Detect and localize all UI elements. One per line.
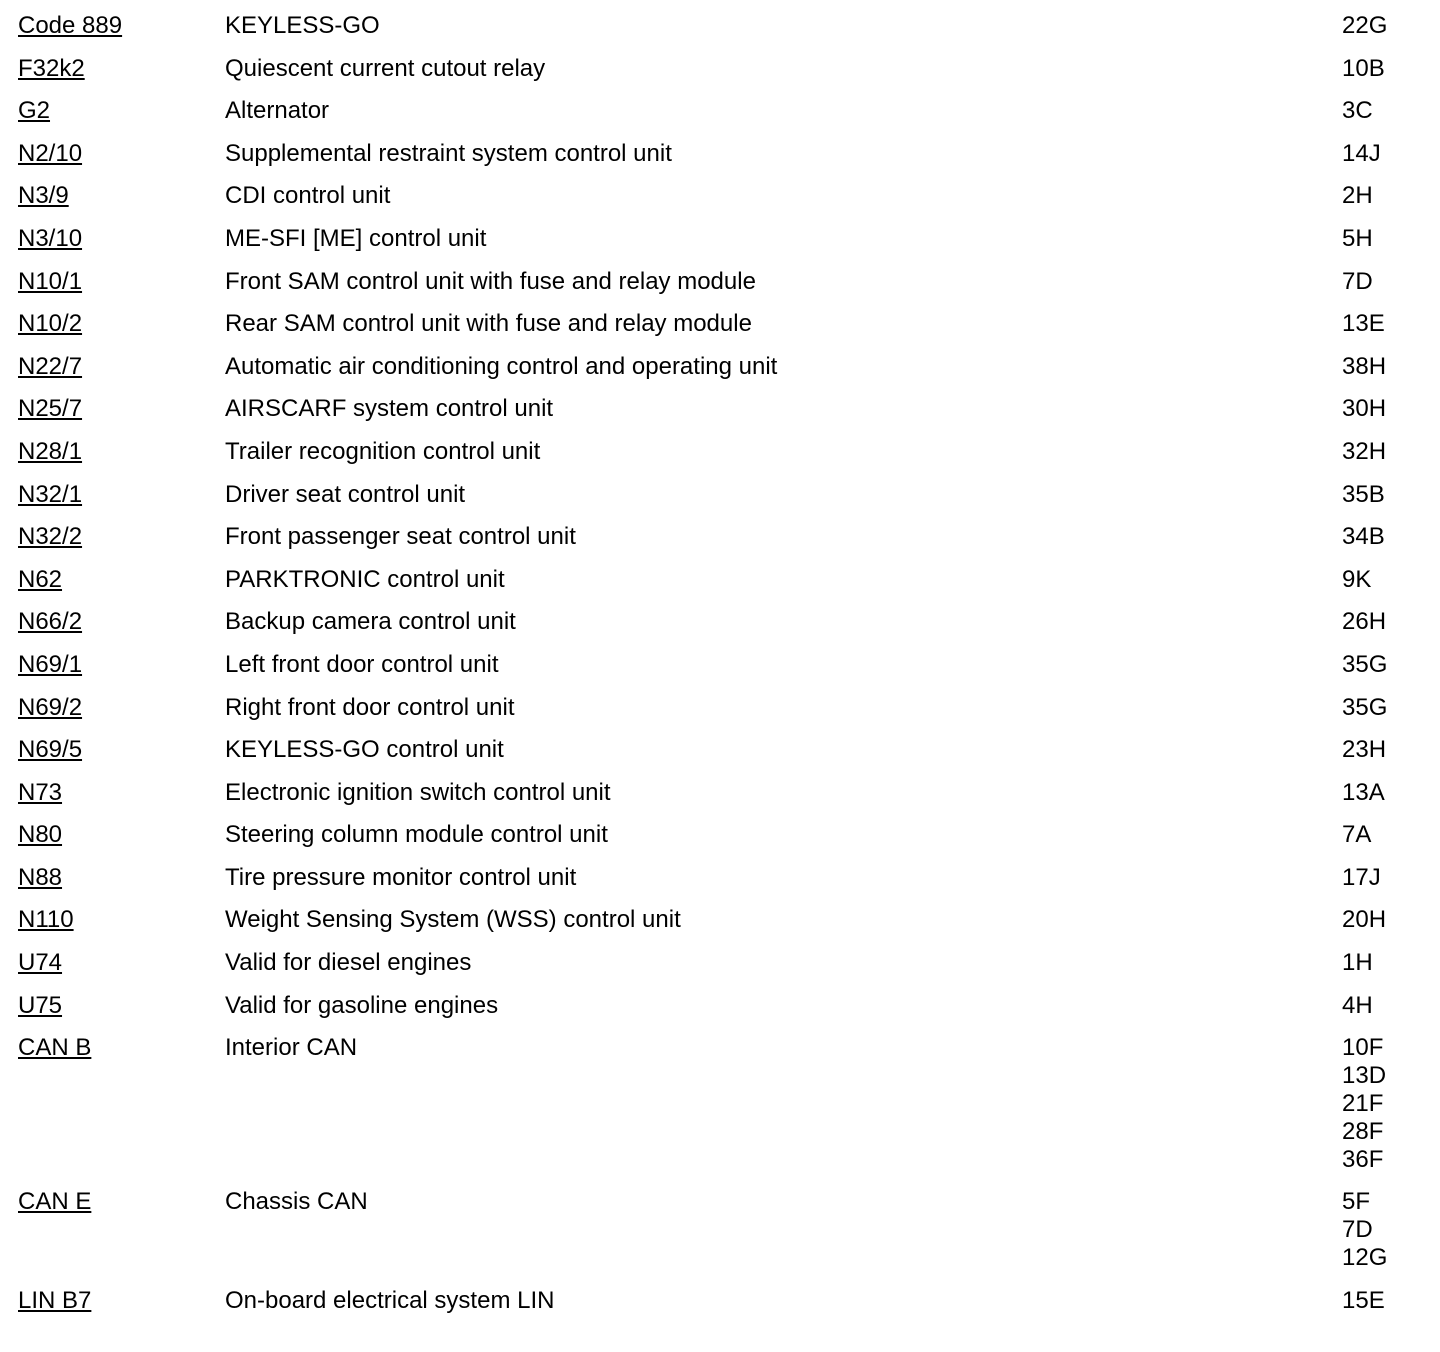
grid-location-value: 14J xyxy=(1342,139,1381,167)
grid-location xyxy=(1342,268,1373,296)
legend-row-n32-1 xyxy=(0,469,1440,512)
grid-location xyxy=(1342,1188,1387,1272)
component-description: On-board electrical system LIN xyxy=(225,1287,555,1315)
component-code-link[interactable]: N3/9 xyxy=(18,182,69,210)
grid-location-value: 28F xyxy=(1342,1118,1384,1146)
component-description: Steering column module control unit xyxy=(225,821,608,849)
grid-location xyxy=(1342,821,1371,849)
grid-location xyxy=(1342,12,1387,40)
legend-row-n3-9 xyxy=(0,170,1440,213)
legend-row-code-889 xyxy=(0,0,1440,43)
component-description: Rear SAM control unit with fuse and relay module xyxy=(225,310,752,338)
legend-row-n69-1 xyxy=(0,639,1440,682)
legend-row-can-b xyxy=(0,1022,1440,1176)
grid-location-value: 3C xyxy=(1342,97,1373,125)
grid-location-value: 7A xyxy=(1342,821,1372,849)
grid-location-value: 35G xyxy=(1342,693,1388,721)
component-description: Left front door control unit xyxy=(225,650,499,678)
component-description: ME-SFI [ME] control unit xyxy=(225,224,487,252)
component-description: Backup camera control unit xyxy=(225,608,516,636)
grid-location xyxy=(1342,992,1373,1020)
component-code-link[interactable]: U75 xyxy=(18,991,63,1019)
grid-location-value: 30H xyxy=(1342,395,1387,423)
legend-row-n62 xyxy=(0,554,1440,597)
grid-location-value: 21F xyxy=(1342,1090,1384,1118)
grid-location-value: 15E xyxy=(1342,1287,1385,1315)
grid-location xyxy=(1342,55,1385,83)
component-description: CDI control unit xyxy=(225,182,391,210)
component-code-link[interactable]: N10/1 xyxy=(18,267,83,295)
component-description: Right front door control unit xyxy=(225,693,515,721)
legend-row-n66-2 xyxy=(0,596,1440,639)
grid-location xyxy=(1342,779,1385,807)
grid-location-value: 7D xyxy=(1342,267,1373,295)
legend-row-n88 xyxy=(0,852,1440,895)
legend-row-lin-b7 xyxy=(0,1275,1440,1318)
grid-location-value: 36F xyxy=(1342,1146,1384,1174)
component-code-link[interactable]: CAN B xyxy=(18,1034,92,1062)
component-description: Front SAM control unit with fuse and relay module xyxy=(225,267,756,295)
grid-location-value: 35B xyxy=(1342,480,1385,508)
legend-row-u75 xyxy=(0,980,1440,1023)
grid-location xyxy=(1342,694,1387,722)
grid-location-value: 2H xyxy=(1342,182,1373,210)
component-description: Driver seat control unit xyxy=(225,480,466,508)
component-code-link[interactable]: N88 xyxy=(18,863,63,891)
component-code-link[interactable]: N62 xyxy=(18,565,63,593)
grid-location-value: 20H xyxy=(1342,906,1387,934)
grid-location-value: 5F xyxy=(1342,1188,1371,1216)
grid-location xyxy=(1342,1034,1386,1174)
component-code-link[interactable]: N10/2 xyxy=(18,310,83,338)
component-description: PARKTRONIC control unit xyxy=(225,565,505,593)
grid-location xyxy=(1342,736,1386,764)
grid-location-value: 32H xyxy=(1342,437,1387,465)
legend-row-n69-2 xyxy=(0,682,1440,725)
grid-location xyxy=(1342,225,1373,253)
grid-location-value: 9K xyxy=(1342,565,1372,593)
grid-location xyxy=(1342,864,1381,892)
legend-row-can-e xyxy=(0,1176,1440,1275)
grid-location-value: 7D xyxy=(1342,1216,1373,1244)
grid-location-value: 35G xyxy=(1342,650,1388,678)
grid-location-value: 13A xyxy=(1342,778,1385,806)
legend-row-u74 xyxy=(0,937,1440,980)
component-code-link[interactable]: N80 xyxy=(18,821,63,849)
grid-location-value: 26H xyxy=(1342,608,1387,636)
component-code-link[interactable]: N69/1 xyxy=(18,650,83,678)
component-code-link[interactable]: N110 xyxy=(18,906,74,934)
grid-location-value: 22G xyxy=(1342,12,1388,39)
grid-location-value: 4H xyxy=(1342,991,1373,1019)
legend-row-n10-1 xyxy=(0,256,1440,299)
component-code-link[interactable]: N69/2 xyxy=(18,693,83,721)
component-description: Automatic air conditioning control and operating unit xyxy=(225,352,778,380)
component-description: Valid for gasoline engines xyxy=(225,991,499,1019)
legend-row-n69-5 xyxy=(0,724,1440,767)
component-code-link[interactable]: LIN B7 xyxy=(18,1287,92,1315)
component-code-link[interactable]: U74 xyxy=(18,949,63,977)
grid-location xyxy=(1342,1287,1385,1315)
legend-row-n80 xyxy=(0,809,1440,852)
legend-row-n2-10 xyxy=(0,128,1440,171)
grid-location-value: 10B xyxy=(1342,54,1385,82)
legend-row-n10-2 xyxy=(0,298,1440,341)
grid-location-value: 1H xyxy=(1342,949,1373,977)
component-code-link[interactable]: N66/2 xyxy=(18,608,83,636)
grid-location-value: 13D xyxy=(1342,1062,1387,1090)
grid-location xyxy=(1342,608,1386,636)
grid-location-value: 12G xyxy=(1342,1244,1388,1272)
component-code-link[interactable]: N2/10 xyxy=(18,139,83,167)
legend-row-n3-10 xyxy=(0,213,1440,256)
component-description: Alternator xyxy=(225,97,330,125)
grid-location xyxy=(1342,353,1386,381)
component-description: Electronic ignition switch control unit xyxy=(225,778,611,806)
grid-location-value: 34B xyxy=(1342,523,1385,551)
component-code-link[interactable]: F32k2 xyxy=(18,54,85,82)
component-code-link[interactable]: Code 889 xyxy=(18,12,123,39)
component-description: Interior CAN xyxy=(225,1034,358,1062)
component-description: Quiescent current cutout relay xyxy=(225,54,546,82)
legend-row-n32-2 xyxy=(0,511,1440,554)
component-code-link[interactable]: N28/1 xyxy=(18,437,83,465)
grid-location-value: 5H xyxy=(1342,224,1373,252)
component-description: Front passenger seat control unit xyxy=(225,523,576,551)
component-description: Tire pressure monitor control unit xyxy=(225,863,577,891)
grid-location xyxy=(1342,182,1373,210)
component-code-link[interactable]: N32/1 xyxy=(18,480,83,508)
grid-location xyxy=(1342,395,1386,423)
component-code-link[interactable]: N69/5 xyxy=(18,736,83,764)
grid-location-value: 38H xyxy=(1342,352,1387,380)
grid-location xyxy=(1342,97,1373,125)
grid-location xyxy=(1342,949,1373,977)
grid-location xyxy=(1342,566,1371,594)
component-code-link[interactable]: N3/10 xyxy=(18,224,83,252)
grid-location-value: 13E xyxy=(1342,310,1385,338)
component-description: Supplemental restraint system control unit xyxy=(225,139,672,167)
legend-row-n28-1 xyxy=(0,426,1440,469)
component-description: Trailer recognition control unit xyxy=(225,437,541,465)
grid-location-value: 23H xyxy=(1342,736,1387,764)
grid-location xyxy=(1342,651,1387,679)
grid-location-value: 10F xyxy=(1342,1034,1384,1062)
grid-location xyxy=(1342,481,1385,509)
component-description: KEYLESS-GO xyxy=(225,12,380,39)
grid-location xyxy=(1342,523,1385,551)
legend-row-g2 xyxy=(0,85,1440,128)
grid-location xyxy=(1342,140,1381,168)
legend-row-n22-7 xyxy=(0,341,1440,384)
component-code-link[interactable]: N25/7 xyxy=(18,395,83,423)
grid-location-value: 17J xyxy=(1342,863,1381,891)
component-description: Weight Sensing System (WSS) control unit xyxy=(225,906,681,934)
grid-location xyxy=(1342,438,1386,466)
component-code-link[interactable]: N22/7 xyxy=(18,352,83,380)
grid-location xyxy=(1342,310,1385,338)
component-code-link[interactable]: N73 xyxy=(18,778,63,806)
legend-row-n25-7 xyxy=(0,383,1440,426)
legend-row-n73 xyxy=(0,767,1440,810)
component-code-link[interactable]: G2 xyxy=(18,97,51,125)
component-description: Chassis CAN xyxy=(225,1188,368,1216)
legend-row-n110 xyxy=(0,894,1440,937)
legend-row-f32k2 xyxy=(0,43,1440,86)
component-description: KEYLESS-GO control unit xyxy=(225,736,504,764)
component-code-link[interactable]: CAN E xyxy=(18,1188,92,1216)
component-description: Valid for diesel engines xyxy=(225,949,472,977)
component-code-link[interactable]: N32/2 xyxy=(18,523,83,551)
grid-location xyxy=(1342,906,1386,934)
component-description: AIRSCARF system control unit xyxy=(225,395,554,423)
